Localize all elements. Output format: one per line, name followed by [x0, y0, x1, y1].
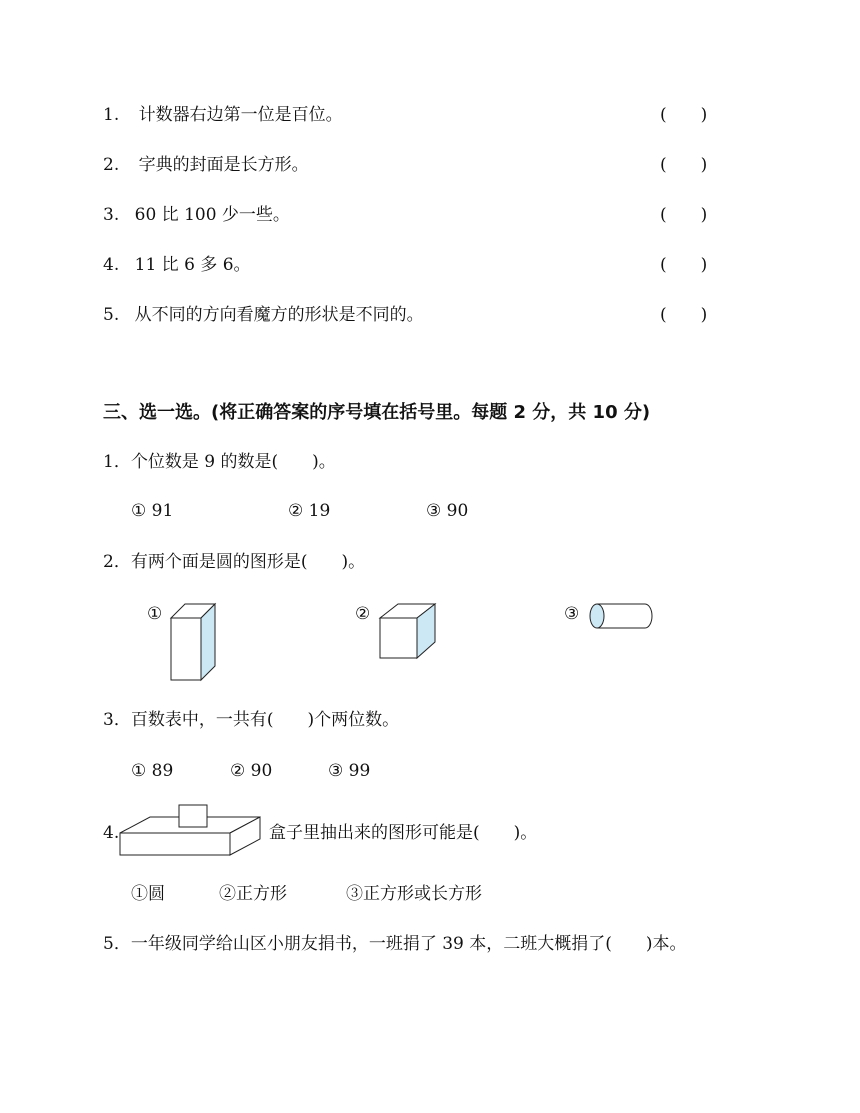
option-3-2[interactable]: ② 90 — [230, 761, 273, 781]
judge-item-3 — [103, 204, 290, 226]
cylinder-figure — [585, 600, 660, 635]
box-figure — [118, 803, 263, 859]
choice-question-2 — [103, 551, 365, 573]
answer-paren-4[interactable]: ( ) — [660, 255, 708, 275]
item-text: 11 比 6 多 6。 — [134, 255, 251, 275]
item-number: 2． — [103, 552, 131, 572]
option-1-1[interactable]: ① 91 — [131, 501, 174, 521]
item-text: 60 比 100 少一些。 — [134, 205, 290, 225]
item-number: 5. — [103, 305, 120, 325]
item-number: 3. — [103, 205, 120, 225]
option-2-3[interactable]: ③ — [564, 604, 580, 624]
cylinder-body — [597, 604, 652, 628]
choice-question-3 — [103, 709, 399, 731]
choice-question-4-number: 4. — [103, 823, 120, 843]
item-number: 3． — [103, 710, 131, 730]
option-4-1[interactable]: ①圆 — [131, 884, 165, 904]
item-number: 5． — [103, 934, 131, 954]
answer-paren-5[interactable]: ( ) — [660, 305, 708, 325]
item-text: 一年级同学给山区小朋友捐书，一班捐了 39 本，二班大概捐了( )本。 — [130, 934, 687, 954]
cube-front-face — [380, 618, 417, 658]
answer-paren-1[interactable]: ( ) — [660, 105, 708, 125]
choice-question-1 — [103, 451, 336, 473]
item-text: 计数器右边第一位是百位。 — [138, 105, 343, 125]
option-1-3[interactable]: ③ 90 — [426, 501, 469, 521]
item-text: 百数表中，一共有( )个两位数。 — [130, 710, 400, 730]
drawn-out-shape — [179, 805, 207, 827]
cylinder-end-face — [590, 604, 604, 628]
item-text: 个位数是 9 的数是( )。 — [130, 452, 336, 472]
judge-item-1 — [103, 104, 343, 126]
option-3-1[interactable]: ① 89 — [131, 761, 174, 781]
tall-cuboid-figure — [165, 600, 225, 685]
item-text: 有两个面是圆的图形是( )。 — [130, 552, 366, 572]
answer-paren-3[interactable]: ( ) — [660, 205, 708, 225]
option-4-2[interactable]: ②正方形 — [219, 884, 287, 904]
option-3-3[interactable]: ③ 99 — [328, 761, 371, 781]
choice-question-5 — [103, 933, 687, 955]
option-1-2[interactable]: ② 19 — [288, 501, 331, 521]
section-heading: 三、选一选。(将正确答案的序号填在括号里。每题 2 分，共 10 分) — [103, 402, 651, 423]
option-2-2[interactable]: ② — [355, 604, 371, 624]
cuboid-front-face — [171, 618, 201, 680]
box-front — [120, 833, 230, 855]
cuboid-side-face — [201, 604, 215, 680]
choice-question-4-text: 盒子里抽出来的图形可能是( )。 — [269, 823, 538, 843]
option-4-3[interactable]: ③正方形或长方形 — [346, 884, 482, 904]
judge-item-2 — [103, 154, 309, 176]
item-number: 2. — [103, 155, 120, 175]
option-2-1[interactable]: ① — [147, 604, 163, 624]
item-number: 1. — [103, 105, 120, 125]
item-text: 字典的封面是长方形。 — [138, 155, 309, 175]
judge-item-5 — [103, 304, 424, 326]
judge-item-4 — [103, 254, 251, 276]
item-number: 1． — [103, 452, 131, 472]
cube-figure — [375, 600, 445, 665]
answer-paren-2[interactable]: ( ) — [660, 155, 708, 175]
item-number: 4. — [103, 255, 120, 275]
item-text: 从不同的方向看魔方的形状是不同的。 — [134, 305, 424, 325]
